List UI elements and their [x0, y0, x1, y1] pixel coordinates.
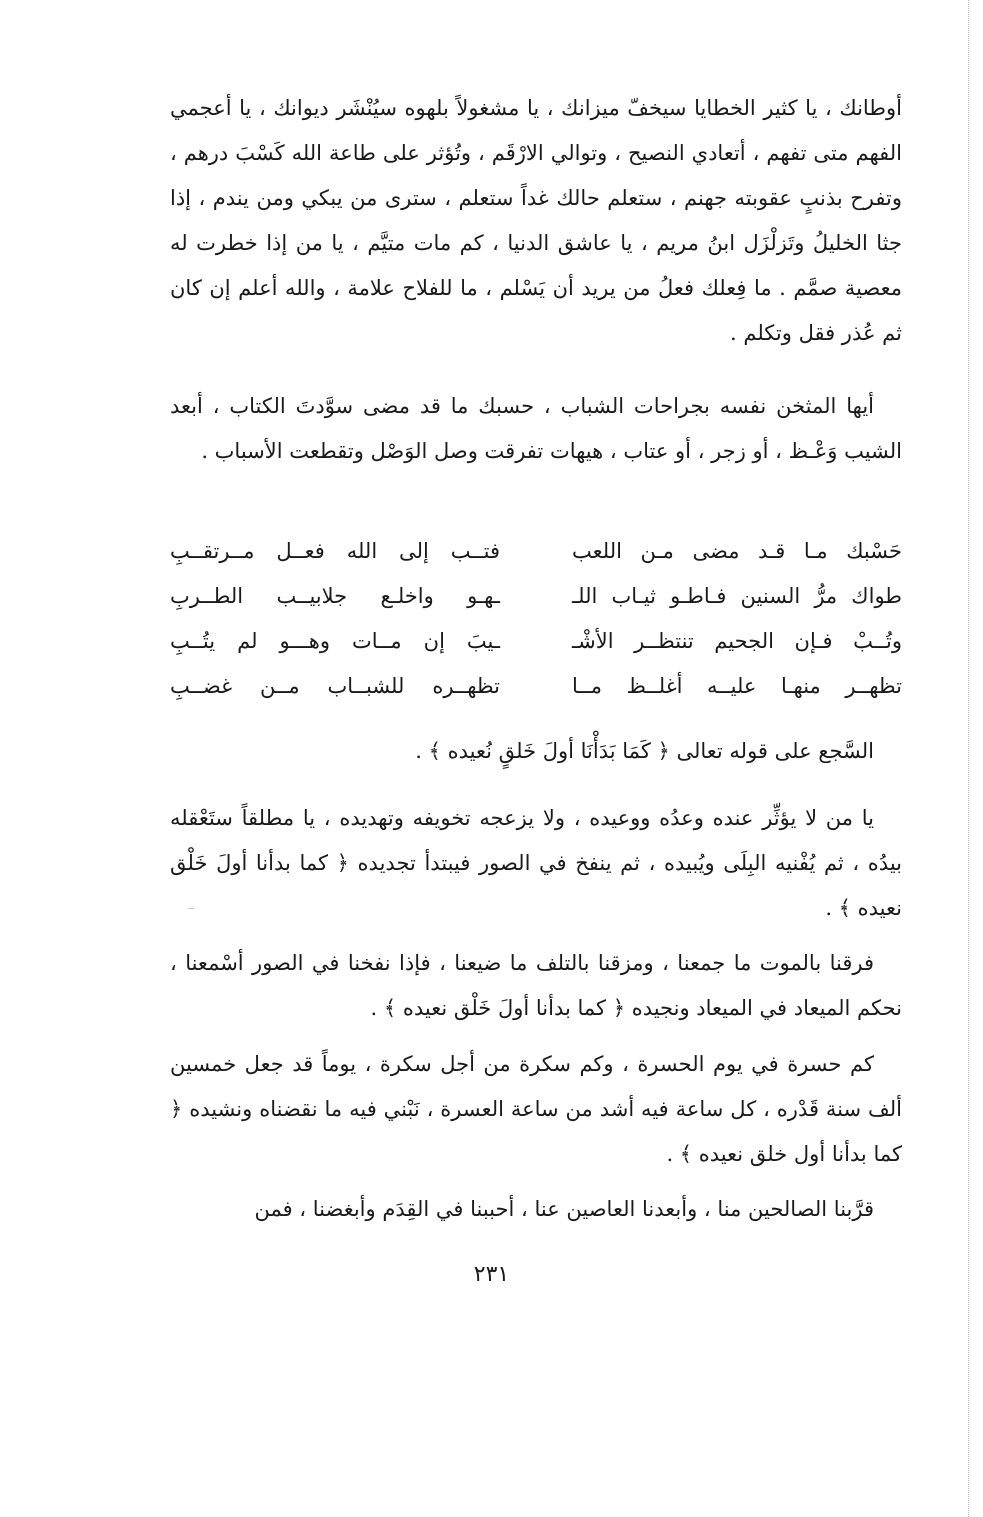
verse-first-hemistich: وتُــبْ فـإن الجحيم تنتظــر الأشْـ — [572, 629, 902, 653]
page-number: ٢٣١ — [473, 1262, 510, 1287]
verse-second-hemistich: ـيبَ إن مــات وهـــو لم يتُــبِ — [170, 629, 500, 653]
paragraph-righteous — [170, 1187, 902, 1232]
poem — [170, 529, 902, 709]
verse-first-hemistich: طواك مرُّ السنين فـاطـو ثيـاب اللـ — [572, 584, 902, 608]
paragraph-text: يا من لا يؤثِّر عنده وعدُه ووعيده ، ولا يزعجه تخويفه وتهديده ، يا مطلقاً ستَعْقله بيدُه ، ثم يُفْنيه البِلَى ويُبيده ، ثم ينفخ في الصور فيبتدأ تجديده ﴿ كما بدأنا أولَ خَلْق نعيده ﴾ . — [170, 806, 902, 920]
paragraph-death — [170, 941, 902, 1031]
paragraph-text: قرَّبنا الصالحين منا ، وأبعدنا العاصين عنا ، أحببنا في القِدَم وأبغضنا ، فمن — [254, 1197, 874, 1221]
verse-first-hemistich: حَسْبك مـا قـد مضى مـن اللعب — [572, 539, 902, 563]
paragraph-text: أوطانك ، يا كثير الخطايا سيخفّ ميزانك ، يا مشغولاً بلهوه سيُنْشَر ديوانك ، يا أعجمي الفهم متى تفهم ، أتعادي النصيح ، وتوالي الارْقَم ، وتُؤثر على طاعة الله كَسْبَ درهم ، وتفرح بذنبٍ عقوبته جهنم ، ستعلم حالك غداً ستعلم ، سترى من يبكي ومن يندم ، إذا جثا الخليلُ وتَزلْزَل ابنُ مريم ، يا عاشق الدنيا ، كم مات متيَّم ، يا من إذا خطرت له معصية صمَّم . ما فِعلك فعلُ من يريد أن يَسْلم ، ما للفلاح علامة ، والله أعلم إن كان ثم عُذر فقل وتكلم . — [170, 96, 902, 345]
paragraph-continuation — [170, 86, 902, 356]
paragraph-text: فرقنا بالموت ما جمعنا ، ومزقنا بالتلف ما ضيعنا ، فإذا نفخنا في الصور أسْمعنا ، نحكم الميعاد في الميعاد ونجيده ﴿ كما بدأنا أولَ خَلْق نعيده ﴾ . — [170, 951, 902, 1020]
verse-second-hemistich: ـهـو واخلـع جلابيــب الطــربِ — [170, 584, 500, 608]
page-edge-line — [968, 0, 969, 1517]
paragraph-regret — [170, 1042, 902, 1177]
verse-first-hemistich: تظهــر منهـا عليــه أغلــظ مــا — [572, 674, 902, 698]
paragraph-promise — [170, 796, 902, 931]
poem-verse — [170, 664, 902, 709]
poem-verse — [170, 529, 902, 574]
verse-second-hemistich: فتــب إلى الله فعــل مــرتقــبِ — [170, 539, 500, 563]
paragraph-youth — [170, 384, 902, 474]
paragraph-text: السَّجع على قوله تعالى ﴿ كَمَا بَدَأْنَا أولَ خَلقٍ نُعيده ﴾ . — [415, 739, 874, 763]
verse-second-hemistich: تظهــره للشبــاب مــن غضــبِ — [170, 674, 500, 698]
paragraph-text: كم حسرة في يوم الحسرة ، وكم سكرة من أجل سكرة ، يوماً قد جعل خمسين ألف سنة قَدْره ، كل ساعة فيه أشد من ساعة العسرة ، نَبْني فيه ما نقضناه ونشيده ﴿ كما بدأنا أول خلق نعيده ﴾ . — [170, 1052, 902, 1166]
poem-verse — [170, 619, 902, 664]
poem-verse — [170, 574, 902, 619]
paragraph-saj-heading — [170, 729, 902, 774]
paragraph-text: أيها المثخن نفسه بجراحات الشباب ، حسبك ما قد مضى سوَّدتَ الكتاب ، أبعد الشيب وَعْـظ ، أو زجر ، أو عتاب ، هيهات تفرقت وصل الوَصْل وتقطعت الأسباب . — [170, 394, 902, 463]
